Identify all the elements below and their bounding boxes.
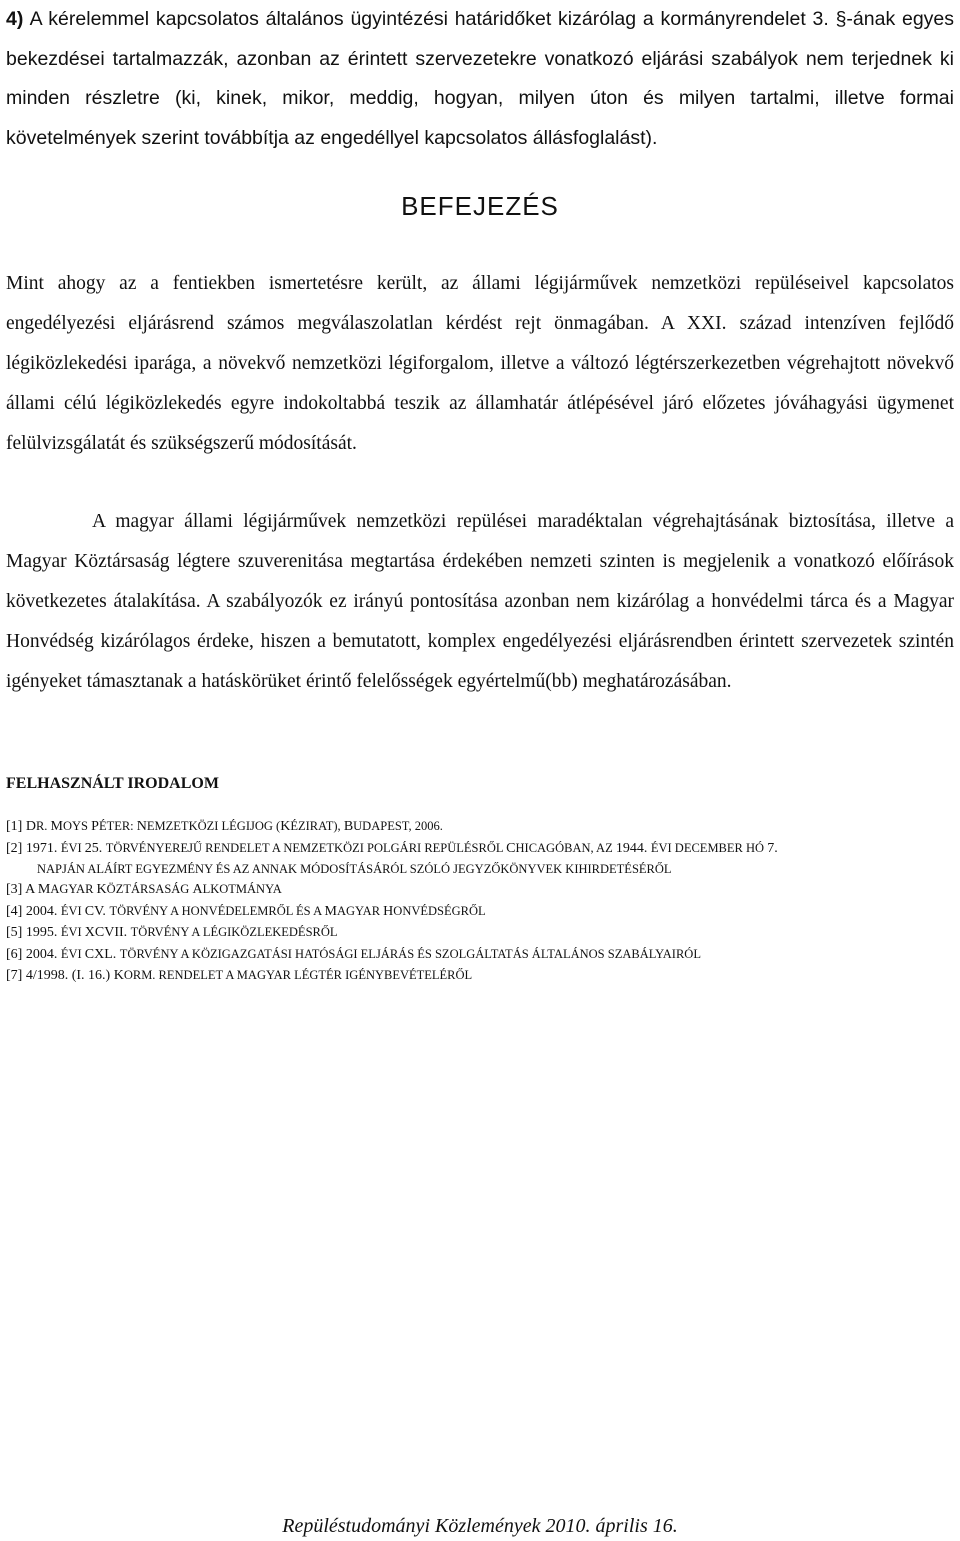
ref-text: CXL. (84, 946, 120, 962)
ref-text: ÉVI (60, 840, 85, 855)
ref-text: UDAPEST, 2006. (353, 819, 443, 833)
ref-text: ÉZIRAT), (290, 819, 344, 833)
ref-text: 7. (767, 840, 778, 856)
ref-text: ORM. RENDELET A MAGYAR LÉGTÉR IGÉNYBEVÉTELÉRŐL (123, 968, 473, 982)
ref-text: ÉVI (60, 903, 85, 918)
bibliography-item-3 (6, 879, 956, 901)
ref-text: 2004. (25, 946, 61, 962)
ref-text: XCVII. (84, 925, 131, 940)
ref-text: 1971. (25, 840, 61, 856)
ref-text: C (506, 840, 516, 856)
ref-text: ÉTER: (98, 819, 137, 833)
ref-text: M (50, 819, 63, 834)
ref-text: 2004. (25, 903, 61, 919)
ref-number: [1] (6, 819, 23, 834)
ref-number: [5] (6, 925, 23, 940)
ref-text: N (136, 819, 147, 834)
ref-text: A (192, 882, 203, 897)
ref-text: D (25, 819, 36, 834)
ref-text: ONVÉDSÉGRŐL (393, 903, 486, 918)
bibliography-item-1 (6, 816, 956, 838)
bibliography-item-2 (6, 838, 956, 880)
ref-text: CV. (84, 903, 110, 919)
ref-text: ÖZTÁRSASÁG (106, 882, 193, 896)
ref-text: OYS (63, 819, 92, 833)
ref-text: K (96, 882, 107, 897)
ref-text: TÖRVÉNYEREJŰ RENDELET A NEMZETKÖZI POLGÁRI REPÜLÉSRŐL (105, 840, 507, 855)
ref-text: HICAGÓBAN, AZ (515, 840, 616, 855)
ref-text: K (280, 819, 291, 834)
body-paragraph-2: A magyar állami légijárművek nemzetközi repülései maradéktalan végrehajtásának biztosítása, illetve a Magyar Köztársaság légtere szuverenitása megtartása érdekében nemzeti szinten is megjelenik a vonatkozó előírások következetes átalakítása. A szabályozók ez irányú pontosítása azonban nem kizárólag a honvédelmi tárca és a Magyar Honvédség kizárólagos érdeke, hiszen a bemutatott, komplex engedélyezési eljárásrendben érintett szervezetek szintén igényeket támasztanak a hatáskörüket érintő felelősségek egyértelmű(bb) meghatározásában. (6, 511, 954, 692)
ref-text: AGYAR (336, 903, 384, 918)
ref-text: 25. (84, 840, 106, 856)
ref-text: AGYAR (50, 882, 97, 896)
ref-number: [3] (6, 882, 23, 897)
ref-text: H (383, 903, 394, 919)
ref-number: [7] (6, 968, 23, 983)
ref-text: A M (25, 882, 51, 897)
bibliography-item-7 (6, 965, 956, 987)
ref-text: ÉVI DECEMBER HÓ (650, 840, 768, 855)
ref-number: [2] (6, 840, 23, 856)
ref-text: LKOTMÁNYA (202, 882, 282, 896)
top-paragraph-text: A kérelemmel kapcsolatos általános ügyintézési határidőket kizárólag a kormányrendelet 3. §-ának egyes bekezdései tartalmazzák, azonban az érintett szervezetekre vonatkozó eljárási szabályok nem terjednek ki minden részletre (ki, kinek, mikor, meddig, hogyan, milyen úton és milyen tartalmi, illetve formai követelmények szerint továbbítja az engedéllyel kapcsolatos állásfoglalást). (6, 8, 955, 149)
bibliography-item-5 (6, 922, 956, 944)
ref-text: EMZETKÖZI LÉGIJOG ( (146, 819, 281, 833)
ref-text: B (343, 819, 354, 834)
ref-text: 4/1998. (I. 16.) K (25, 968, 124, 983)
ref-text: M (324, 903, 337, 919)
paragraph-number: 4) (6, 8, 24, 30)
bibliography-list (6, 816, 956, 987)
ref-text: ÉVI (60, 925, 85, 939)
ref-text: R. (35, 819, 51, 833)
bibliography-title: FELHASZNÁLT IRODALOM (6, 775, 219, 792)
ref-text: 1995. (25, 925, 61, 940)
ref-text: TÖRVÉNY A HONVÉDELEMRŐL ÉS A (109, 903, 325, 918)
ref-text: TÖRVÉNY A LÉGIKÖZLEKEDÉSRŐL (130, 925, 338, 939)
body-paragraph-1: Mint ahogy az a fentiekben ismertetésre került, az állami légijárművek nemzetközi repüléseivel kapcsolatos engedélyezési eljárásrend számos megválaszolatlan kérdést rejt önmagában. A XXI. század intenzíven fejlődő légiközlekedési iparága, a növekvő nemzetközi légiforgalom, illetve a változó légtérszerkezetben végrehajtott növekvő állami célú légiközlekedés egyre indokoltabbá teszik az államhatár átlépésével járó előzetes jóváhagyási ügymenet felülvizsgálatát és szükségszerű módosítását. (6, 273, 954, 454)
ref-text: TÖRVÉNY A KÖZIGAZGATÁSI HATÓSÁGI ELJÁRÁS ÉS SZOLGÁLTATÁS ÁLTALÁNOS SZABÁLYAIRÓL (119, 946, 701, 961)
ref-text: P (91, 819, 99, 834)
section-heading: BEFEJEZÉS (401, 191, 559, 221)
ref-number: [4] (6, 903, 23, 919)
bibliography-item-4 (6, 901, 956, 923)
bibliography-item-6 (6, 944, 956, 966)
ref-text: 1944. (615, 840, 651, 856)
ref-text: ÉVI (60, 946, 85, 961)
ref-number: [6] (6, 946, 23, 962)
page-footer: Repüléstudományi Közlemények 2010. április 16. (282, 1515, 678, 1537)
top-paragraph (6, 0, 954, 158)
ref-continuation: NAPJÁN ALÁÍRT EGYEZMÉNY ÉS AZ ANNAK MÓDOSÍTÁSÁRÓL SZÓLÓ JEGYZŐKÖNYVEK KIHIRDETÉSÉRŐL (37, 862, 672, 876)
